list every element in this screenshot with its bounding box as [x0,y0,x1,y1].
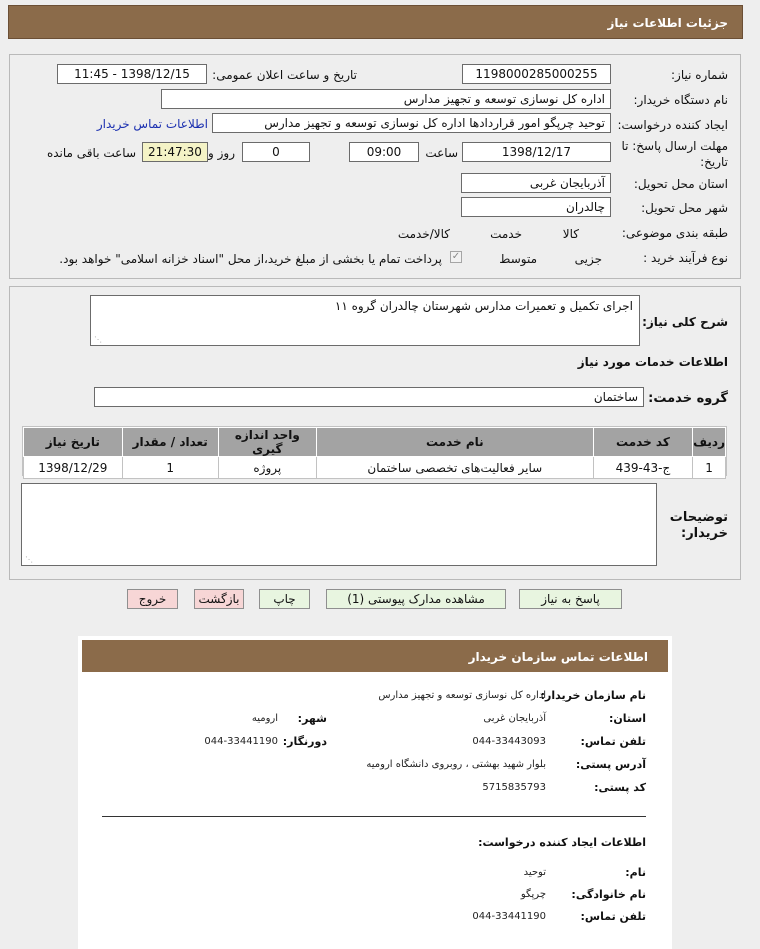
resize-grip-icon[interactable]: ⋰ [25,555,33,564]
resize-grip-icon[interactable]: ⋰ [94,335,102,344]
process-medium-label: متوسط [499,252,537,266]
creator-phone-label: تلفن تماس: [580,910,646,923]
description-text: اجرای تکمیل و تعمیرات مدارس شهرستان چالدران گروه ۱۱ [334,299,633,313]
service-code: ج-43-439 [593,457,692,479]
creator-family-label: نام خانوادگی: [571,888,646,901]
description-label: شرح کلی نیاز: [642,315,728,329]
col-code: کد خدمت [593,428,692,457]
deadline-label: مهلت ارسال پاسخ: تا [621,139,728,153]
buyer-notes-label-2: خریدار: [681,526,728,541]
province-label: استان محل تحویل: [633,177,728,191]
announce-datetime-field[interactable]: 1398/12/15 - 11:45 [57,64,207,84]
buyer-notes-textarea[interactable] [21,483,657,566]
treasury-checkbox[interactable]: ✓ [451,251,461,262]
need-number-field[interactable]: 1198000285000255 [462,64,611,84]
days-remaining-field[interactable]: 0 [242,142,310,162]
contact-card-title: اطلاعات تماس سازمان خریدار [468,650,648,664]
contact-fax-label: دورنگار: [282,735,327,748]
creator-phone-value: 044-33441190 [472,911,546,922]
services-table-wrapper [22,426,727,476]
service-group-label: گروه خدمت: [648,391,728,406]
contact-province-label: استان: [609,712,646,725]
category-goods-label: کالا [562,227,579,241]
reply-button[interactable]: پاسخ به نیاز [519,589,622,609]
exit-button[interactable]: خروج [127,589,178,609]
creator-family-value: چرپگو [520,889,546,900]
contact-phone-value: 044-33443093 [472,736,546,747]
col-name: نام خدمت [316,428,593,457]
creator-field[interactable]: توحید چرپگو امور قراردادها اداره کل نوسازی توسعه و تجهیز مدارس [212,113,611,133]
creator-section-title: اطلاعات ایجاد کننده درخواست: [478,836,646,849]
services-table [23,427,726,479]
attachments-button[interactable]: مشاهده مدارک پیوستی (1) [326,589,506,609]
province-field[interactable]: آذربایجان غربی [461,173,611,193]
contact-address-label: آدرس پستی: [575,758,646,771]
col-unit: واحد اندازه گیری [218,428,316,457]
service-group-field[interactable]: ساختمان [94,387,644,407]
need-number-label: شماره نیاز: [671,68,728,82]
announce-label: تاریخ و ساعت اعلان عمومی: [212,68,357,82]
deadline-date-field[interactable]: 1398/12/17 [462,142,611,162]
creator-name-value: توحید [523,867,546,878]
buyer-org-field[interactable]: اداره کل نوسازی توسعه و تجهیز مدارس [161,89,611,109]
time-label: ساعت [425,146,458,160]
creator-name-label: نام: [625,866,646,879]
category-label: طبقه بندی موضوعی: [621,226,728,240]
contact-city-label: شهر: [297,712,327,725]
services-table-header [24,428,726,457]
city-label: شهر محل تحویل: [641,201,728,215]
row-number: 1 [693,457,726,479]
description-textarea[interactable] [90,295,640,346]
contact-org-label: نام سازمان خریدار: [540,689,646,702]
creator-label: ایجاد کننده درخواست: [617,118,728,132]
process-minor-label: جزیی [574,252,602,266]
buyer-notes-label: توضیحات [669,510,728,525]
contact-city-value: ارومیه [251,713,278,724]
contact-postal-value: 5715835793 [482,782,546,793]
service-name: سایر فعالیت‌های تخصصی ساختمان [316,457,593,479]
remaining-time-label: ساعت باقی مانده [46,146,136,160]
contact-phone-label: تلفن تماس: [580,735,646,748]
service-unit: پروژه [218,457,316,479]
services-section-title: اطلاعات خدمات مورد نیاز [577,355,728,369]
back-button[interactable]: بازگشت [194,589,244,609]
deadline-label-date: تاریخ: [700,155,728,169]
contact-card-header [82,640,668,672]
col-row: ردیف [693,428,726,457]
col-quantity: تعداد / مقدار [122,428,218,457]
contact-address-value: بلوار شهید بهشتی ، روبروی دانشگاه ارومیه [366,759,546,770]
contact-divider [102,816,646,817]
city-field[interactable]: چالدران [461,197,611,217]
contact-province-value: آذربایجان غربی [483,713,546,724]
category-goods-service-label: کالا/خدمت [397,227,450,241]
page-header [8,5,743,39]
table-row [24,457,726,479]
contact-fax-value: 044-33441190 [204,736,278,747]
buyer-contact-link[interactable]: اطلاعات تماس خریدار [96,117,208,131]
deadline-time-field[interactable]: 09:00 [349,142,419,162]
service-date: 1398/12/29 [24,457,123,479]
remaining-time-field[interactable]: 21:47:30 [142,142,208,162]
need-info-panel [9,54,741,279]
process-label: نوع فرآیند خرید : [643,251,728,265]
contact-card [78,636,672,949]
page-title: جزئیات اطلاعات نیاز [607,16,728,30]
print-button[interactable]: چاپ [259,589,310,609]
days-label: روز و [208,146,235,160]
col-date: تاریخ نیاز [24,428,123,457]
contact-org-value: اداره کل نوسازی توسعه و تجهیز مدارس [378,690,546,701]
category-service-label: خدمت [490,227,522,241]
buyer-org-label: نام دستگاه خریدار: [633,93,728,107]
service-quantity: 1 [122,457,218,479]
payment-note: پرداخت تمام یا بخشی از مبلغ خرید،از محل "اسناد خزانه اسلامی" خواهد بود. [59,252,442,266]
contact-postal-label: کد پستی: [594,781,646,794]
